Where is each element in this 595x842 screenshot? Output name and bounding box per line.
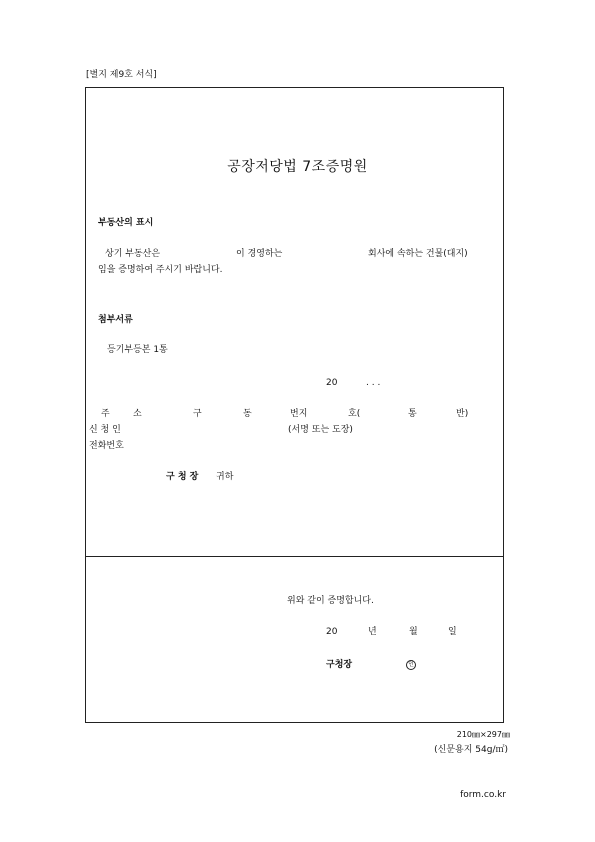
recipient-suffix: 귀하	[216, 472, 234, 482]
certification-day-unit: 일	[448, 627, 457, 637]
recipient-name: 구 청 장	[166, 472, 199, 482]
address-ban: 반)	[456, 409, 469, 419]
certification-year-prefix: 20	[326, 627, 338, 637]
address-bunji: 번지	[290, 409, 308, 419]
form-title: 공장저당법 7조증명원	[227, 159, 368, 175]
attachments-item: 등기부등본 1통	[107, 345, 168, 355]
certification-month-unit: 월	[409, 627, 418, 637]
certification-year-unit: 년	[368, 627, 377, 637]
section-divider	[85, 556, 504, 557]
address-gu: 구	[193, 409, 202, 419]
phone-label: 전화번호	[89, 441, 124, 451]
footer-size: 210㎜×297㎜	[456, 730, 510, 739]
certification-statement: 위와 같이 증명합니다.	[287, 596, 374, 606]
certification-seal	[406, 660, 416, 670]
property-heading: 부동산의 표시	[98, 218, 154, 228]
date-dots: . . .	[366, 378, 381, 388]
address-tong: 통	[408, 409, 417, 419]
property-line1-part3: 회사에 속하는 건물(대지)	[368, 249, 468, 259]
form-label: [별지 제9호 서식]	[86, 70, 157, 80]
property-line2: 임을 증명하여 주시기 바랍니다.	[98, 265, 223, 275]
footer-paper: (신문용지 54g/㎡)	[434, 745, 508, 755]
applicant-sign-hint: (서명 또는 도장)	[288, 425, 353, 435]
address-char-1: 주	[101, 409, 110, 419]
property-line1-part2: 이 경영하는	[236, 249, 283, 259]
certification-issuer: 구청장	[326, 660, 353, 670]
date-year-prefix: 20	[326, 378, 338, 388]
footer-source: form.co.kr	[460, 790, 506, 800]
address-ho: 호(	[348, 409, 361, 419]
property-line1-part1: 상기 부동산은	[105, 249, 161, 259]
applicant-label: 신 청 인	[89, 425, 121, 435]
seal-mark: 인	[406, 660, 416, 670]
form-frame	[85, 87, 504, 723]
address-dong: 동	[243, 409, 252, 419]
address-char-2: 소	[133, 409, 142, 419]
attachments-heading: 첨부서류	[98, 315, 133, 325]
